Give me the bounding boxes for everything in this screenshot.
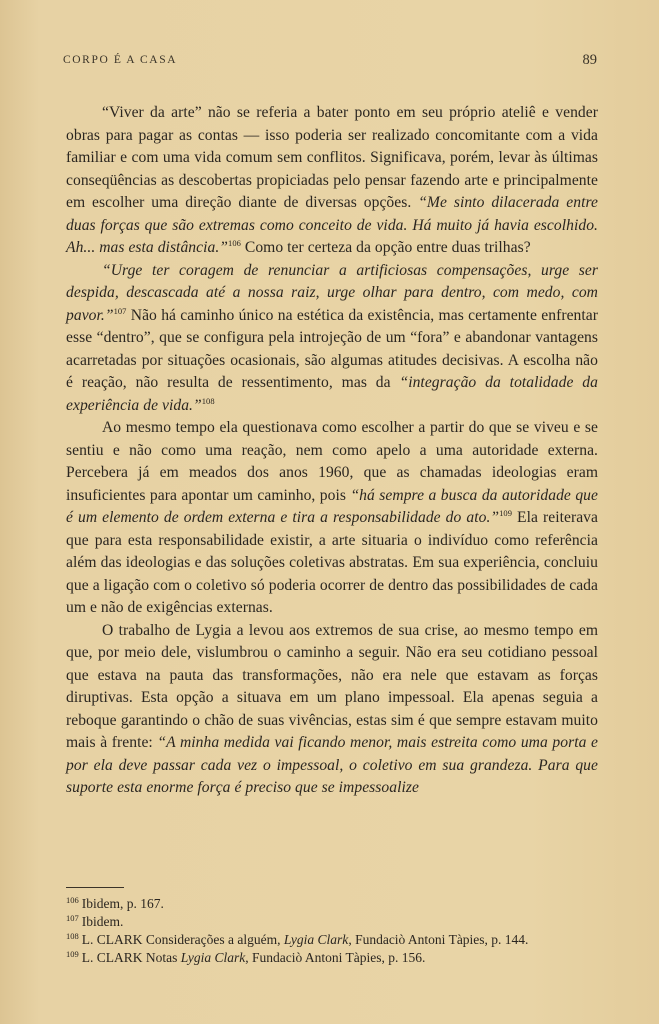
text-run: Ao mesmo tempo ela questionava como escolher a partir do que se viveu e se sentiu e não como uma reação, nem como apelo a uma autoridade externa. Percebera já em meados dos anos 1960, que as chamadas ideologias eram insuficientes para apontar um caminho, pois	[66, 419, 598, 504]
paragraph-4	[66, 620, 598, 800]
footnote-text: L. CLARK Notas	[81, 950, 181, 965]
body-text	[66, 102, 598, 800]
footnote-title: Lygia Clark	[283, 932, 349, 947]
text-run: Ela reiterava que para esta responsabilidade existir, a arte situaria o indivíduo como referência além das ideologias e das soluções coletivas abstratas. Em sua experiência, concluiu que a ligação com o coletivo só poderia ocorrer de dentro das possibilidades de cada um e não de exigências externas.	[66, 509, 598, 616]
quote: “integração da totalidade da experiência de vida.”	[66, 374, 598, 414]
quote: “Urge ter coragem de renunciar a artificiosas compensações, urge ser despida, descascada até a nossa raiz, urge olhar para dentro, com medo, com pavor.”	[66, 261, 598, 324]
running-title: CORPO É A CASA	[63, 54, 178, 66]
paragraph-2	[66, 260, 598, 418]
footnote-text: Ibidem, p. 167.	[81, 896, 164, 911]
footnote-number: 107	[66, 913, 79, 923]
footnote-text: Ibidem.	[81, 914, 124, 929]
footnote-ref: 107	[113, 305, 127, 316]
quote: “há sempre a busca da autoridade que é um elemento de ordem externa e tira a responsabilidade do ato.”	[66, 486, 598, 526]
footnotes	[66, 895, 606, 967]
footnote	[66, 895, 606, 913]
footnote-number: 106	[66, 895, 79, 905]
footnote-number: 109	[66, 949, 79, 959]
footnote-text: , Fundaciò Antoni Tàpies, p. 144.	[348, 932, 529, 947]
footnote-number: 108	[66, 931, 79, 941]
page-number: 89	[582, 52, 597, 68]
footnote-ref: 108	[201, 395, 215, 406]
quote: “A minha medida vai ficando menor, mais estreita como uma porta e por ela deve passar cada vez o impessoal, o coletivo em sua grandeza. Para que suporte esta enorme força é preciso que se impessoalize	[66, 734, 598, 796]
text-run: O trabalho de Lygia a levou aos extremos de sua crise, ao mesmo tempo em que, por meio dele, vislumbrou o caminho a seguir. Não era seu cotidiano pessoal que estava na pauta das transformações, não era nele que estavam as forças diruptivas. Esta opção a situava em um plano impessoal. Ela apenas seguia a reboque garantindo o chão de suas vivências, estas sim é que sempre estavam muito mais à frente:	[66, 621, 598, 751]
footnote	[66, 949, 606, 967]
paragraph-3	[66, 417, 598, 620]
quote: “Me sinto dilacerada entre duas forças que são extremas como conceito de vida. Há muito já havia escolhido. Ah... mas esta distância.”	[66, 194, 598, 256]
footnote-ref: 106	[228, 238, 241, 248]
footnote-divider	[66, 887, 124, 888]
text-run: Não há caminho único na estética da existência, mas certamente enfrentar esse “dentro”, que se configura pela introjeção de um “fora” e abandonar vantagens acarretadas por situações ocasionais, são algumas atitudes decisivas. A escolha não é reação, não resulta de ressentimento, mas da	[66, 306, 598, 391]
footnote	[66, 931, 606, 949]
paragraph-1	[66, 102, 598, 260]
footnote-text: L. CLARK Considerações a alguém,	[81, 932, 284, 947]
footnote-text: , Fundaciò Antoni Tàpies, p. 156.	[245, 950, 426, 965]
footnote	[66, 913, 606, 931]
text-run: “Viver da arte” não se referia a bater ponto em seu próprio ateliê e vender obras para pagar as contas — isso poderia ser realizado concomitante com a vida familiar e com uma vida comum sem conflitos. Significava, porém, levar às últimas conseqüências as descobertas propiciadas pelo pensar fazendo arte e principalmente em escolher uma direção diante de diversas opções.	[66, 104, 598, 211]
footnote-ref: 109	[499, 508, 513, 518]
footnote-title: Lygia Clark	[180, 950, 246, 965]
text-run: Como ter certeza da opção entre duas trilhas?	[240, 239, 531, 256]
